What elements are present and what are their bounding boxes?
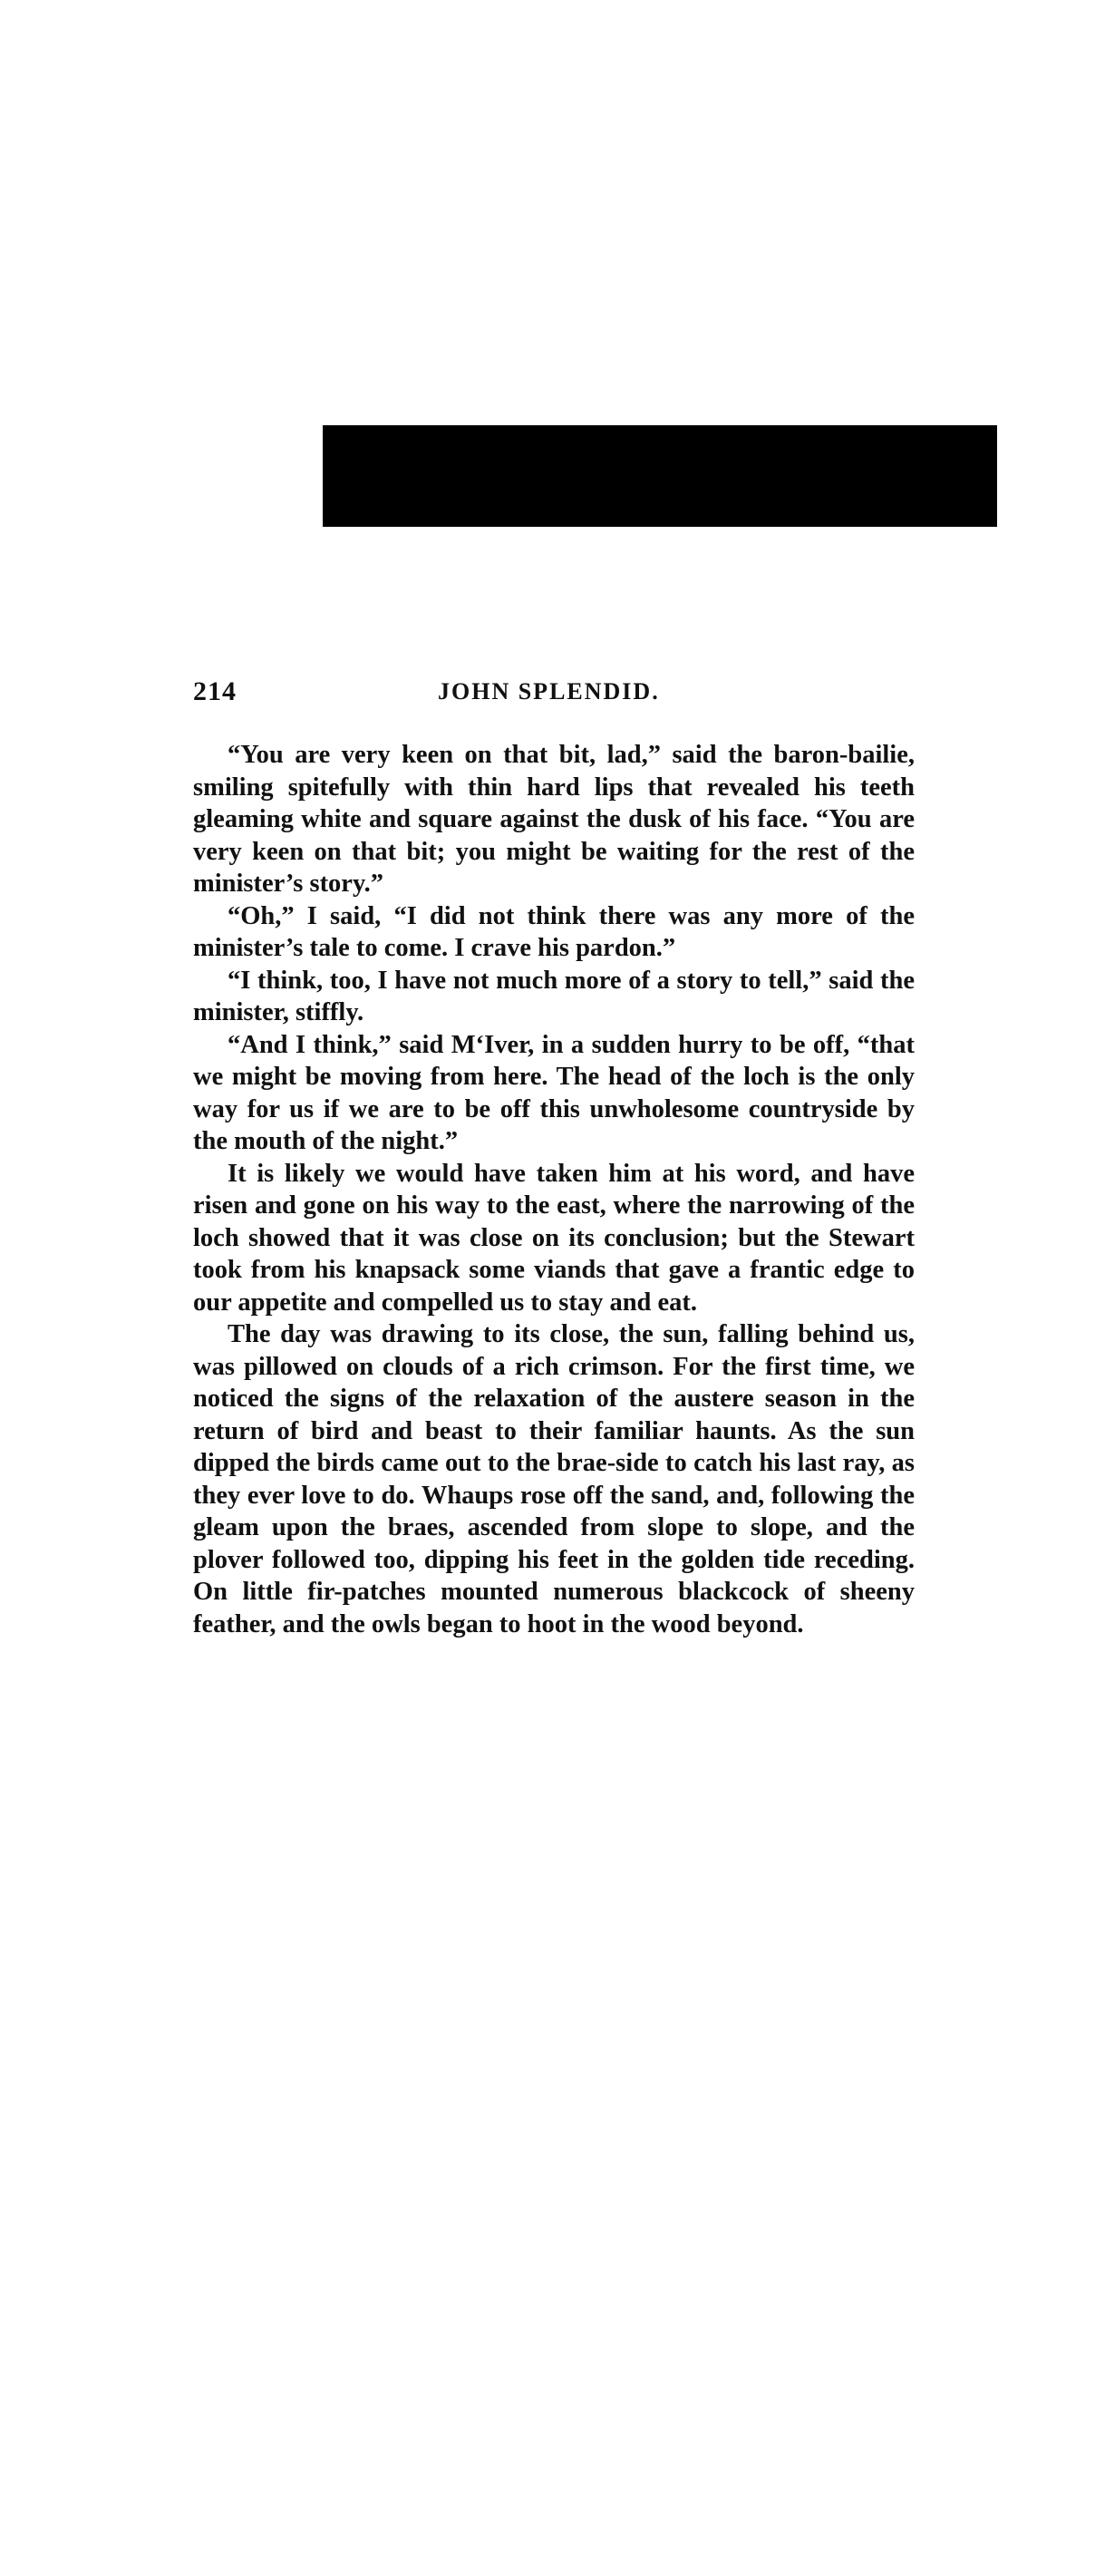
page-header	[193, 676, 915, 716]
paragraph: “I think, too, I have not much more of a story to tell,” said the minister, stiffly.	[193, 966, 915, 1026]
paragraph: The day was drawing to its close, the sun, falling behind us, was pillowed on clouds of a rich crimson. For the first time, we noticed the signs of the relaxation of the austere season in the return of bird and beast to their familiar haunts. As the sun dipped the birds came out to the brae-side to catch his last ray, as they ever love to do. Whaups rose off the sand, and, following the gleam upon the braes, ascended from slope to slope, and the plover followed too, dipping his feet in the golden tide receding. On little fir-patches mounted numerous blackcock of sheeny feather, and the owls began to hoot in the wood beyond.	[193, 1320, 915, 1638]
paragraph: “Oh,” I said, “I did not think there was any more of the minister’s tale to come. I crave his pardon.”	[193, 901, 915, 962]
redaction-bar	[323, 425, 997, 527]
page-number: 214	[193, 676, 237, 706]
body-text	[193, 739, 915, 1640]
paragraph: It is likely we would have taken him at his word, and have risen and gone on his way to the east, where the narrowing of the loch showed that it was close on its conclusion; but the Stewart took from his knapsack some viands that gave a frantic edge to our appetite and compelled us to stay and eat.	[193, 1159, 915, 1317]
paragraph: “You are very keen on that bit, lad,” said the baron-bailie, smiling spitefully with thin hard lips that revealed his teeth gleaming white and square against the dusk of his face. “You are very keen on that bit; you might be waiting for the rest of the minister’s story.”	[193, 741, 915, 898]
running-title: JOHN SPLENDID.	[438, 678, 660, 705]
paragraph: “And I think,” said M‘Iver, in a sudden hurry to be off, “that we might be moving from here. The head of the loch is the only way for us if we are to be off this unwholesome countryside by the mouth of the night.”	[193, 1030, 915, 1155]
